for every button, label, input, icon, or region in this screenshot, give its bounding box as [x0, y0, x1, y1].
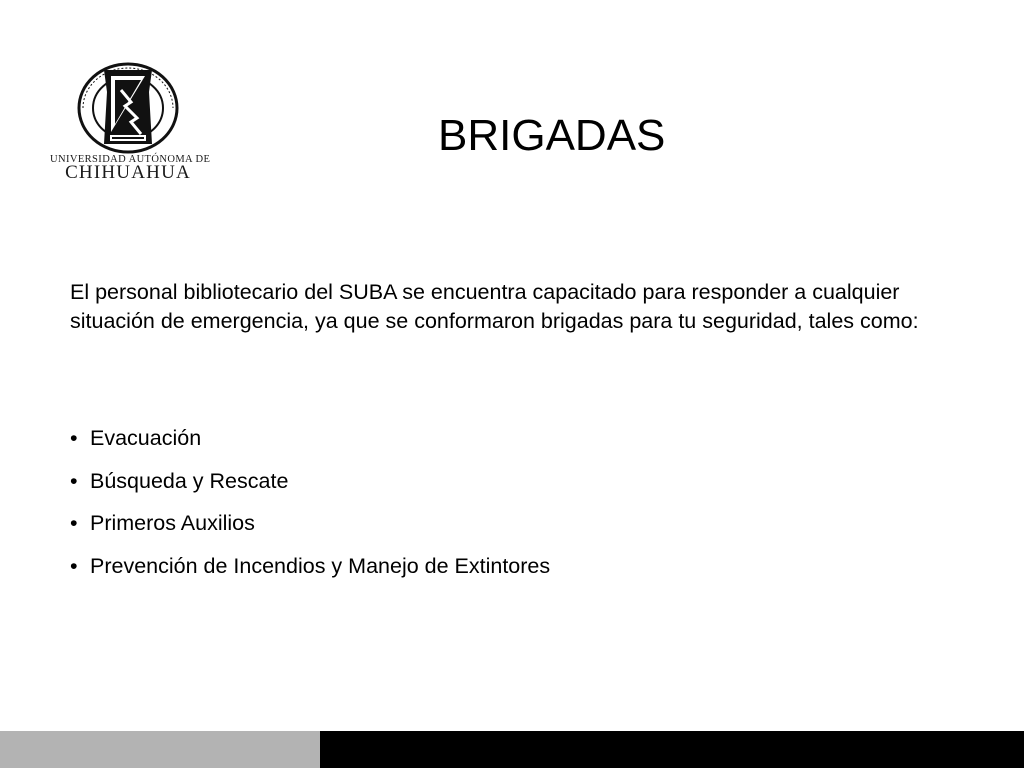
bullet-icon: •: [70, 511, 78, 535]
list-item: [70, 467, 550, 510]
brigades-list: [70, 424, 550, 594]
logo-city-text: CHIHUAHUA: [65, 162, 191, 183]
list-item-label: Prevención de Incendios y Manejo de Extintores: [90, 553, 551, 578]
bullet-icon: •: [70, 426, 78, 450]
bullet-icon: •: [70, 468, 78, 493]
university-logo: [50, 62, 211, 183]
list-item-label: Búsqueda y Rescate: [90, 468, 289, 493]
footer-gray-bar: [0, 731, 320, 768]
bullet-icon: •: [70, 553, 78, 578]
list-item-label: Evacuación: [90, 426, 202, 450]
intro-paragraph: El personal bibliotecario del SUBA se encuentra capacitado para responder a cualquier situación de emergencia, ya que se conformaron brigadas para tu seguridad, tales como:: [70, 280, 919, 333]
university-seal-icon: [77, 62, 179, 154]
logo-university-text: UNIVERSIDAD AUTÓNOMA DE: [50, 154, 211, 165]
list-item: [70, 424, 550, 467]
list-item: [70, 552, 550, 595]
list-item: [70, 509, 550, 552]
footer-black-bar: [320, 731, 1024, 768]
list-item-label: Primeros Auxilios: [90, 511, 255, 535]
slide-title: BRIGADAS: [438, 111, 666, 160]
